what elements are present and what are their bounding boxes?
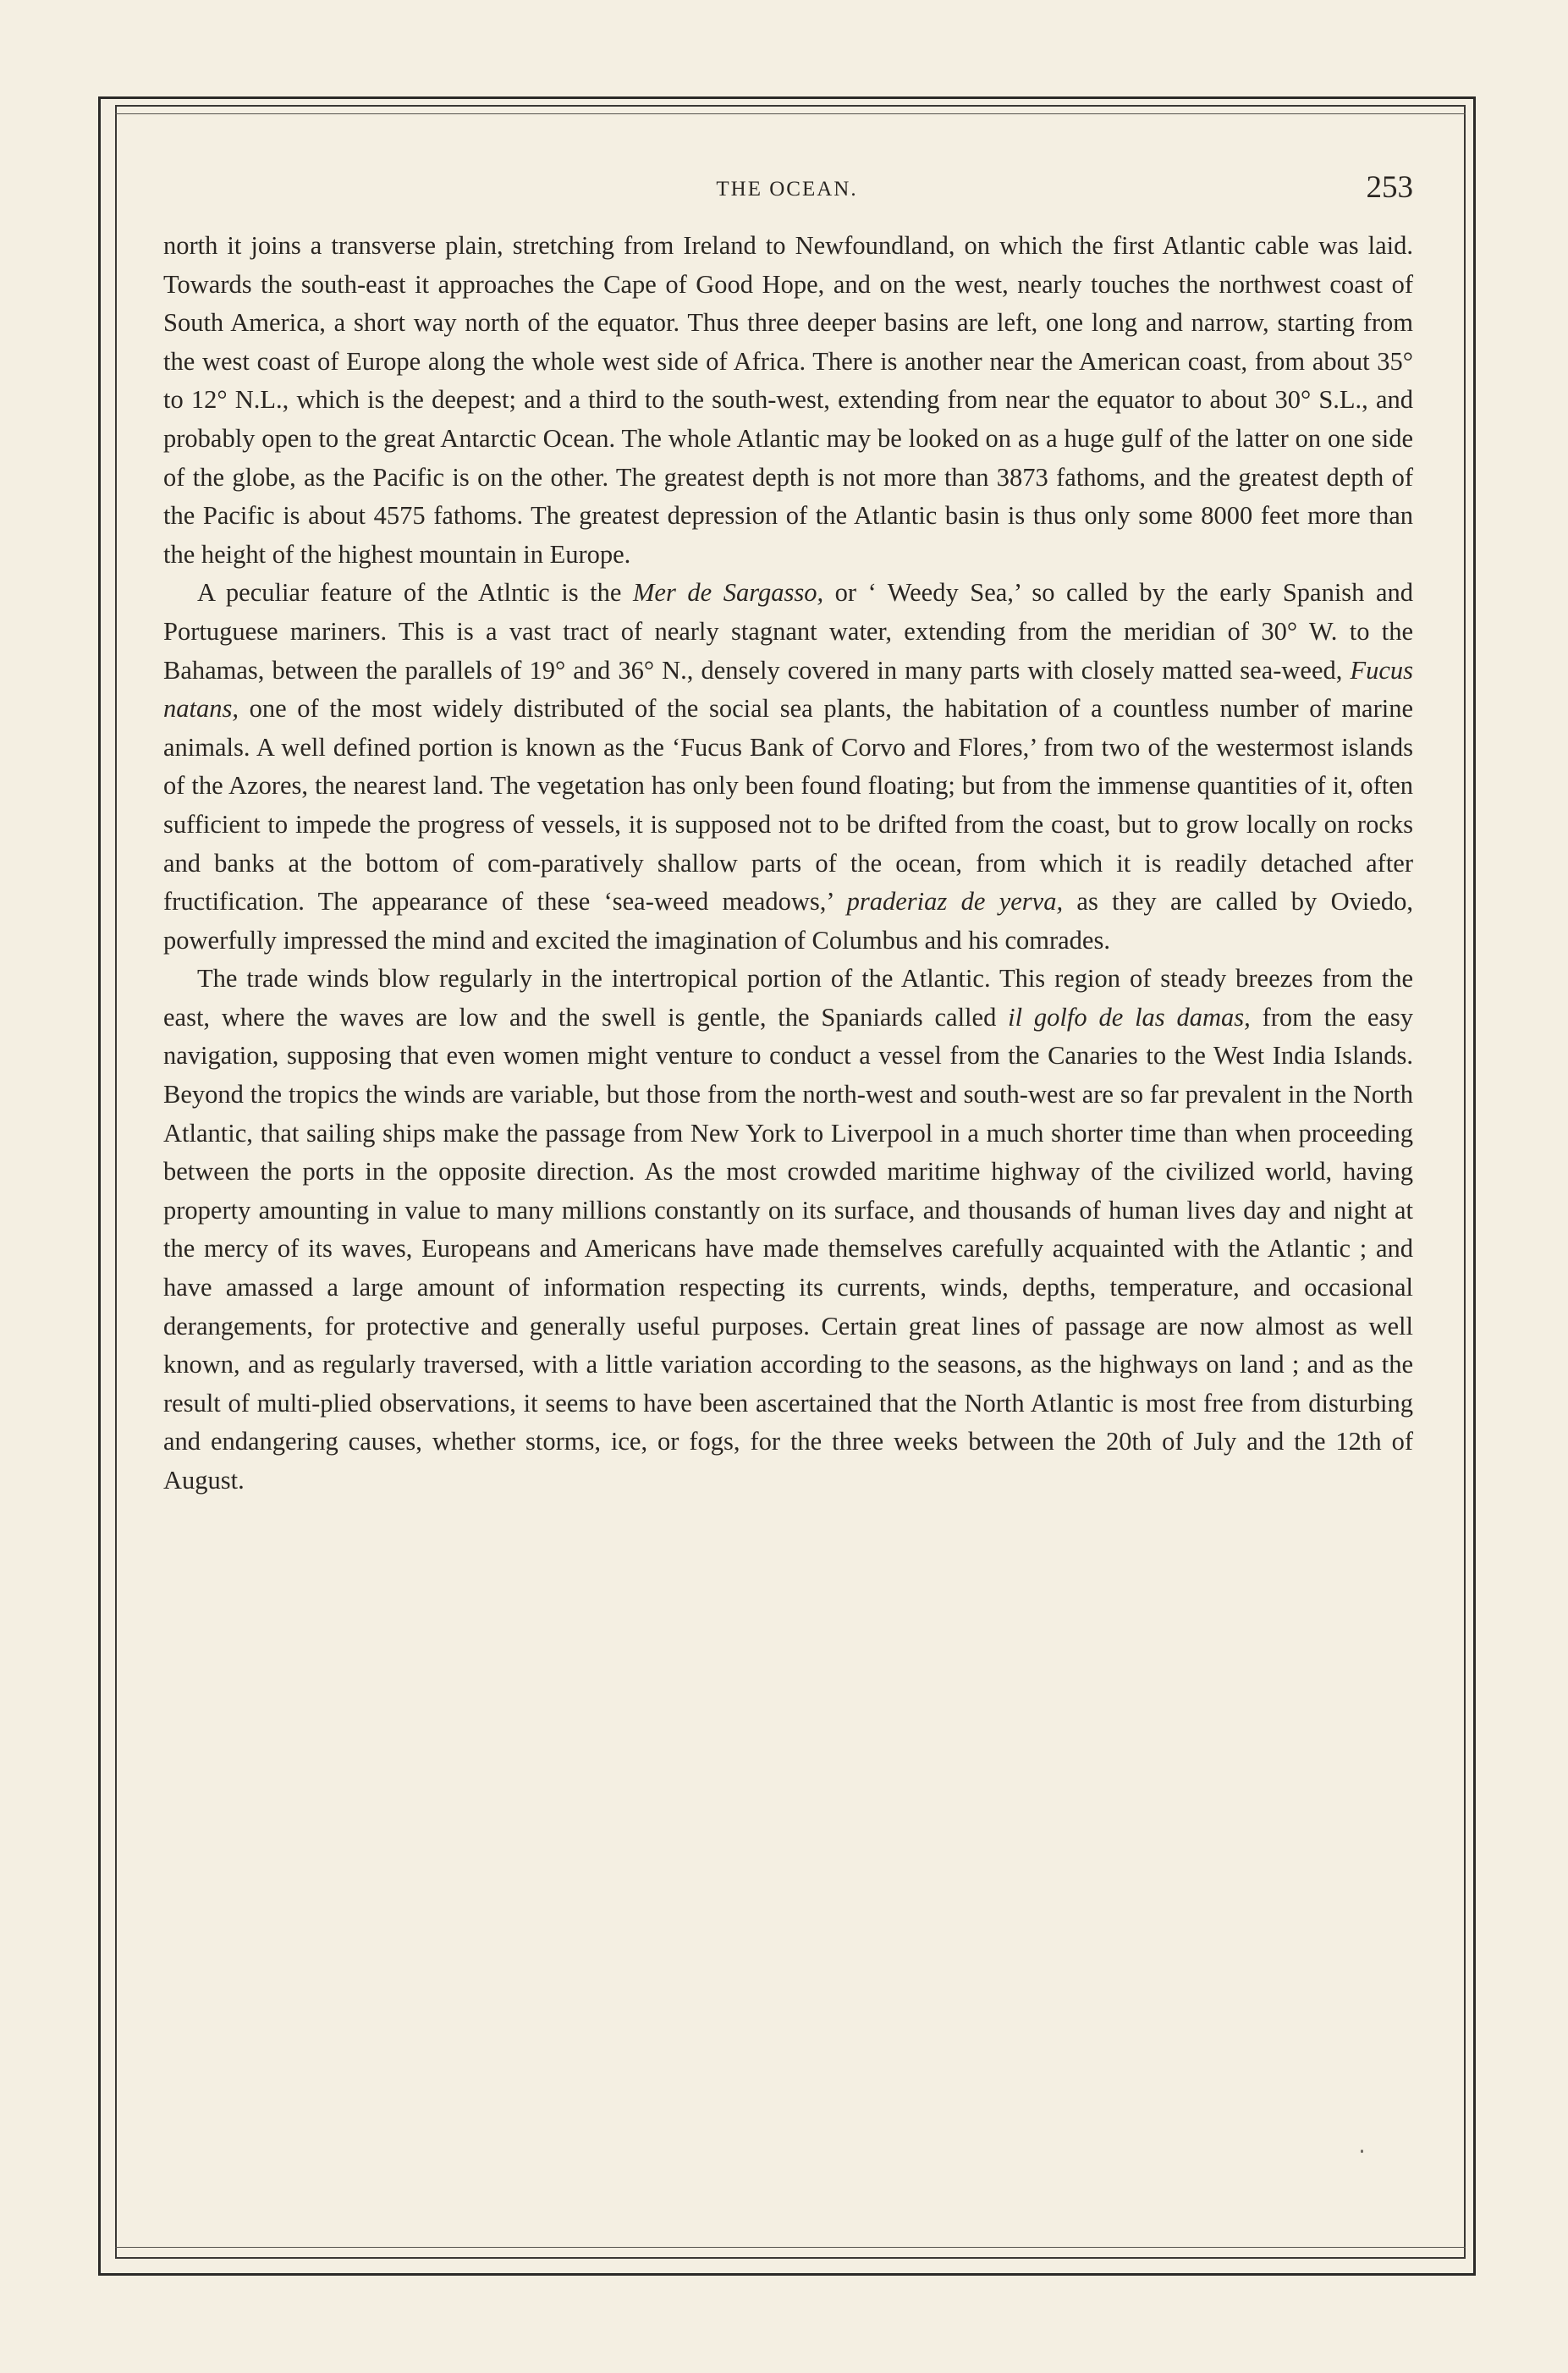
running-head [161,169,1413,220]
paragraph-2-text-b: or ‘ Weedy Sea,’ so called by the early Spanish and Portuguese mariners. This is a vast tract of nearly stagnant water, extending from the meridian of 30° W. to the Bahamas, between the parallels of 19° and 36° N., densely covered in many parts with closely matted sea-weed, [163,578,1414,685]
page-border-rule-top [115,113,1466,114]
paragraph-2-text-d: as they are called by Oviedo, powerfully impressed the mind and excited the imagination of Columbus and his comrades. [163,887,1413,955]
paragraph-2-italic-praderiaz-de-yerva: praderiaz de yerva, [846,887,1064,917]
paragraph-2 [163,574,1413,960]
paragraph-2-text-a: A peculiar feature of the Atlntic is the [197,578,633,608]
paragraph-3-text-b: from the easy navigation, supposing that even women might venture to conduct a vessel from the Canaries to the West India Islands. Beyond the tropics the winds are variable, but those from the north-west and south-west are so far prevalent in the North Atlantic, that sailing ships make the passage from New York to Liverpool in a much shorter time than when proceeding between the ports in the opposite direction. As the most crowded maritime highway of the civilized world, having property amounting in value to many millions constantly on its surface, and thousands of human lives day and night at the mercy of its waves, Europeans and Americans have made themselves carefully acquainted with the Atlantic ; and have amassed a large amount of information respecting its currents, winds, depths, temperature, and occasional derangements, for protective and generally useful purposes. Certain great lines of passage are now almost as well known, and as regularly traversed, with a little variation according to the seasons, as the highways on land ; and as the result of multi-plied observations, it seems to have been ascertained that the North Atlantic is most free from disturbing and endangering causes, whether storms, ice, or fogs, for the three weeks between the 20th of July and the 12th of August. [163,1002,1414,1495]
paper-speck [1361,2150,1363,2153]
paragraph-1 [163,227,1413,574]
body-text [163,227,1413,1500]
page-number: 253 [1366,170,1413,205]
paragraph-2-italic-fucus-natans: Fucus natans, [163,655,1413,724]
paragraph-3 [163,960,1413,1500]
running-title: THE OCEAN. [716,178,858,201]
paragraph-2-text-c: one of the most widely distributed of the social sea plants, the habitation of a countless number of marine animals. A well defined portion is known as the ‘Fucus Bank of Corvo and Flores,’ from two of the westermost islands of the Azores, the nearest land. The vegetation has only been found floating; but from the immense quantities of it, often sufficient to impede the progress of vessels, it is supposed not to be drifted from the coast, but to grow locally on rocks and banks at the bottom of com-paratively shallow parts of the ocean, from which it is readily detached after fructification. The appearance of these ‘sea-weed meadows,’ [163,694,1413,917]
paragraph-2-italic-mer-de-sargasso: Mer de Sargasso, [633,578,824,608]
paragraph-3-italic-il-golfo-de-las-damas: il golfo de las damas, [1008,1002,1251,1032]
paragraph-3-text-a: The trade winds blow regularly in the intertropical portion of the Atlantic. This region of steady breezes from the east, where the waves are low and the swell is gentle, the Spaniards called [163,964,1413,1032]
paragraph-1-text: north it joins a transverse plain, stretching from Ireland to Newfoundland, on which the first Atlantic cable was laid. Towards the south-east it approaches the Cape of Good Hope, and on the west, nearly touches the northwest coast of South America, a short way north of the equator. Thus three deeper basins are left, one long and narrow, starting from the west coast of Europe along the whole west side of Africa. There is another near the American coast, from about 35° to 12° N.L., which is the deepest; and a third to the south-west, extending from near the equator to about 30° S.L., and probably open to the great Antarctic Ocean. The whole Atlantic may be looked on as a huge gulf of the latter on one side of the globe, as the Pacific is on the other. The greatest depth is not more than 3873 fathoms, and the greatest depth of the Pacific is about 4575 fathoms. The greatest depression of the Atlantic basin is thus only some 8000 feet more than the height of the highest mountain in Europe. [163,231,1413,569]
page-border-rule-bottom [115,2247,1466,2248]
